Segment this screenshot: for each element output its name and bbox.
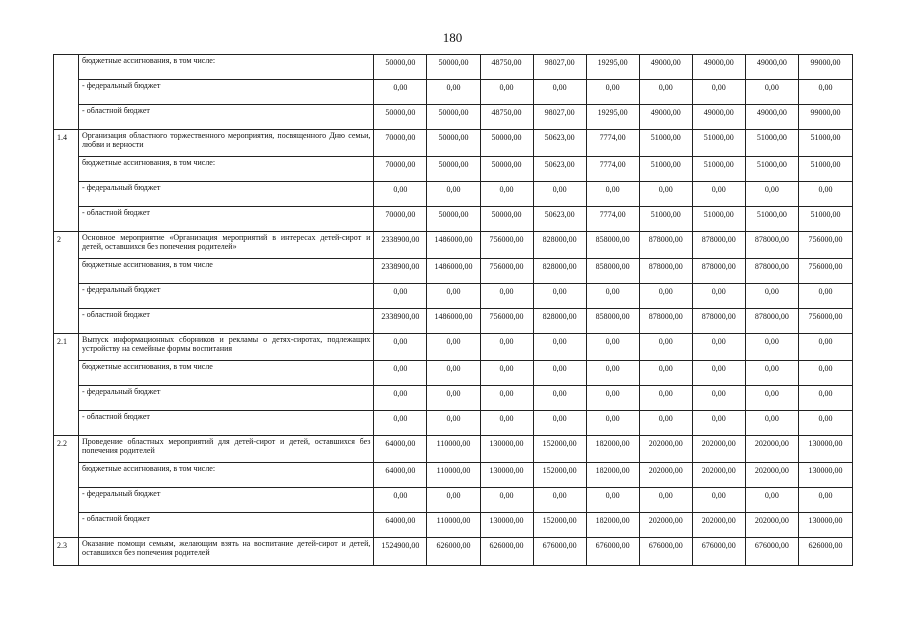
amount-cell: 7774,00	[586, 157, 639, 182]
amount-cell: 0,00	[480, 80, 533, 105]
amount-cell: 70000,00	[374, 207, 427, 232]
amount-cell: 676000,00	[639, 538, 692, 566]
table-row	[54, 386, 853, 411]
table-row	[54, 55, 853, 80]
amount-cell: 0,00	[480, 361, 533, 386]
amount-cell: 878000,00	[692, 232, 745, 259]
amount-cell: 51000,00	[692, 207, 745, 232]
amount-cell: 0,00	[586, 334, 639, 361]
amount-cell: 756000,00	[798, 232, 852, 259]
table-row	[54, 232, 853, 259]
amount-cell: 49000,00	[692, 55, 745, 80]
amount-cell: 0,00	[480, 182, 533, 207]
amount-cell: 0,00	[639, 80, 692, 105]
amount-cell: 0,00	[692, 411, 745, 436]
amount-cell: 0,00	[374, 182, 427, 207]
amount-cell: 0,00	[480, 411, 533, 436]
amount-cell: 48750,00	[480, 105, 533, 130]
amount-cell: 98027,00	[533, 105, 586, 130]
amount-cell: 878000,00	[745, 259, 798, 284]
amount-cell: 7774,00	[586, 130, 639, 157]
amount-cell: 152000,00	[533, 463, 586, 488]
amount-cell: 1486000,00	[427, 309, 480, 334]
amount-cell: 0,00	[586, 488, 639, 513]
amount-cell: 0,00	[639, 488, 692, 513]
row-description: бюджетные ассигнования, в том числе	[79, 361, 374, 386]
table-row	[54, 284, 853, 309]
amount-cell: 0,00	[374, 386, 427, 411]
amount-cell: 0,00	[427, 284, 480, 309]
amount-cell: 51000,00	[745, 130, 798, 157]
amount-cell: 0,00	[692, 284, 745, 309]
amount-cell: 51000,00	[798, 157, 852, 182]
table-row	[54, 436, 853, 463]
table-row	[54, 463, 853, 488]
amount-cell: 2338900,00	[374, 259, 427, 284]
row-description: - областной бюджет	[79, 207, 374, 232]
amount-cell: 0,00	[745, 334, 798, 361]
amount-cell: 0,00	[586, 80, 639, 105]
row-description: - областной бюджет	[79, 411, 374, 436]
amount-cell: 182000,00	[586, 463, 639, 488]
table-row	[54, 182, 853, 207]
row-description: бюджетные ассигнования, в том числе:	[79, 463, 374, 488]
amount-cell: 130000,00	[480, 513, 533, 538]
amount-cell: 51000,00	[639, 130, 692, 157]
amount-cell: 0,00	[745, 284, 798, 309]
amount-cell: 70000,00	[374, 130, 427, 157]
amount-cell: 202000,00	[692, 436, 745, 463]
amount-cell: 0,00	[692, 386, 745, 411]
amount-cell: 858000,00	[586, 309, 639, 334]
amount-cell: 756000,00	[798, 309, 852, 334]
table-row	[54, 513, 853, 538]
row-description: Оказание помощи семьям, желающим взять на воспитание детей-сирот и детей, оставшихся без попечения родителей	[79, 538, 374, 566]
amount-cell: 676000,00	[692, 538, 745, 566]
amount-cell: 0,00	[798, 488, 852, 513]
amount-cell: 0,00	[745, 361, 798, 386]
amount-cell: 50000,00	[427, 130, 480, 157]
row-description: - федеральный бюджет	[79, 386, 374, 411]
amount-cell: 0,00	[533, 386, 586, 411]
table-row	[54, 309, 853, 334]
amount-cell: 0,00	[745, 182, 798, 207]
amount-cell: 828000,00	[533, 259, 586, 284]
amount-cell: 0,00	[427, 80, 480, 105]
amount-cell: 130000,00	[798, 436, 852, 463]
amount-cell: 202000,00	[692, 463, 745, 488]
amount-cell: 0,00	[427, 334, 480, 361]
amount-cell: 50000,00	[480, 130, 533, 157]
amount-cell: 202000,00	[639, 463, 692, 488]
row-description: - областной бюджет	[79, 513, 374, 538]
amount-cell: 50000,00	[427, 207, 480, 232]
row-description: Выпуск информационных сборников и рекламы о детях-сиротах, подлежащих устройству на семейные формы воспитания	[79, 334, 374, 361]
amount-cell: 0,00	[639, 411, 692, 436]
amount-cell: 19295,00	[586, 105, 639, 130]
amount-cell: 130000,00	[480, 463, 533, 488]
row-code: 1.4	[54, 130, 79, 232]
amount-cell: 51000,00	[798, 130, 852, 157]
row-code: 2.1	[54, 334, 79, 436]
amount-cell: 0,00	[798, 334, 852, 361]
row-code	[54, 55, 79, 130]
amount-cell: 0,00	[427, 411, 480, 436]
amount-cell: 0,00	[374, 334, 427, 361]
row-description: бюджетные ассигнования, в том числе:	[79, 55, 374, 80]
amount-cell: 1486000,00	[427, 259, 480, 284]
amount-cell: 50623,00	[533, 130, 586, 157]
amount-cell: 0,00	[586, 411, 639, 436]
amount-cell: 49000,00	[745, 105, 798, 130]
table-row	[54, 488, 853, 513]
row-description: бюджетные ассигнования, в том числе:	[79, 157, 374, 182]
amount-cell: 0,00	[480, 386, 533, 411]
amount-cell: 0,00	[533, 334, 586, 361]
amount-cell: 0,00	[533, 361, 586, 386]
amount-cell: 110000,00	[427, 513, 480, 538]
amount-cell: 0,00	[798, 284, 852, 309]
amount-cell: 50000,00	[480, 207, 533, 232]
amount-cell: 0,00	[798, 80, 852, 105]
amount-cell: 50000,00	[480, 157, 533, 182]
amount-cell: 0,00	[798, 411, 852, 436]
amount-cell: 49000,00	[692, 105, 745, 130]
amount-cell: 64000,00	[374, 436, 427, 463]
amount-cell: 50000,00	[427, 105, 480, 130]
amount-cell: 0,00	[639, 284, 692, 309]
amount-cell: 0,00	[374, 80, 427, 105]
amount-cell: 756000,00	[480, 232, 533, 259]
row-description: бюджетные ассигнования, в том числе	[79, 259, 374, 284]
amount-cell: 0,00	[639, 182, 692, 207]
table-body	[54, 55, 853, 566]
amount-cell: 49000,00	[639, 55, 692, 80]
amount-cell: 0,00	[745, 386, 798, 411]
table-row	[54, 80, 853, 105]
amount-cell: 51000,00	[798, 207, 852, 232]
amount-cell: 130000,00	[480, 436, 533, 463]
row-description: - федеральный бюджет	[79, 182, 374, 207]
amount-cell: 0,00	[692, 488, 745, 513]
amount-cell: 878000,00	[745, 232, 798, 259]
amount-cell: 0,00	[586, 182, 639, 207]
amount-cell: 152000,00	[533, 436, 586, 463]
amount-cell: 0,00	[374, 488, 427, 513]
table-row	[54, 259, 853, 284]
amount-cell: 0,00	[586, 386, 639, 411]
amount-cell: 50000,00	[427, 157, 480, 182]
amount-cell: 202000,00	[745, 436, 798, 463]
amount-cell: 0,00	[639, 386, 692, 411]
amount-cell: 0,00	[692, 361, 745, 386]
amount-cell: 878000,00	[692, 309, 745, 334]
amount-cell: 0,00	[692, 80, 745, 105]
amount-cell: 7774,00	[586, 207, 639, 232]
amount-cell: 676000,00	[745, 538, 798, 566]
row-description: - областной бюджет	[79, 105, 374, 130]
amount-cell: 828000,00	[533, 309, 586, 334]
amount-cell: 0,00	[374, 411, 427, 436]
amount-cell: 0,00	[692, 334, 745, 361]
amount-cell: 110000,00	[427, 436, 480, 463]
row-code: 2.3	[54, 538, 79, 566]
amount-cell: 182000,00	[586, 513, 639, 538]
amount-cell: 99000,00	[798, 55, 852, 80]
amount-cell: 878000,00	[745, 309, 798, 334]
amount-cell: 1524900,00	[374, 538, 427, 566]
amount-cell: 0,00	[374, 284, 427, 309]
amount-cell: 858000,00	[586, 259, 639, 284]
budget-table	[53, 54, 853, 566]
amount-cell: 1486000,00	[427, 232, 480, 259]
amount-cell: 828000,00	[533, 232, 586, 259]
amount-cell: 0,00	[745, 411, 798, 436]
amount-cell: 0,00	[692, 182, 745, 207]
amount-cell: 0,00	[745, 80, 798, 105]
table-row	[54, 361, 853, 386]
amount-cell: 130000,00	[798, 463, 852, 488]
amount-cell: 676000,00	[533, 538, 586, 566]
amount-cell: 0,00	[427, 182, 480, 207]
row-description: Основное мероприятие «Организация мероприятий в интересах детей-сирот и детей, оставшихся без попечения родителей»	[79, 232, 374, 259]
amount-cell: 0,00	[798, 361, 852, 386]
amount-cell: 2338900,00	[374, 232, 427, 259]
amount-cell: 0,00	[745, 488, 798, 513]
amount-cell: 0,00	[427, 386, 480, 411]
amount-cell: 130000,00	[798, 513, 852, 538]
amount-cell: 626000,00	[427, 538, 480, 566]
amount-cell: 0,00	[533, 284, 586, 309]
amount-cell: 51000,00	[745, 157, 798, 182]
amount-cell: 202000,00	[692, 513, 745, 538]
amount-cell: 626000,00	[480, 538, 533, 566]
amount-cell: 878000,00	[639, 309, 692, 334]
amount-cell: 878000,00	[692, 259, 745, 284]
amount-cell: 2338900,00	[374, 309, 427, 334]
amount-cell: 50000,00	[427, 55, 480, 80]
amount-cell: 0,00	[533, 488, 586, 513]
amount-cell: 64000,00	[374, 463, 427, 488]
amount-cell: 64000,00	[374, 513, 427, 538]
row-description: - федеральный бюджет	[79, 488, 374, 513]
table-row	[54, 207, 853, 232]
amount-cell: 0,00	[533, 182, 586, 207]
amount-cell: 0,00	[798, 182, 852, 207]
amount-cell: 202000,00	[745, 463, 798, 488]
amount-cell: 0,00	[639, 361, 692, 386]
amount-cell: 0,00	[427, 361, 480, 386]
row-code: 2	[54, 232, 79, 334]
amount-cell: 99000,00	[798, 105, 852, 130]
amount-cell: 50000,00	[374, 55, 427, 80]
table-row	[54, 334, 853, 361]
row-code: 2.2	[54, 436, 79, 538]
table-row	[54, 411, 853, 436]
amount-cell: 182000,00	[586, 436, 639, 463]
amount-cell: 48750,00	[480, 55, 533, 80]
amount-cell: 51000,00	[639, 157, 692, 182]
page-number: 180	[442, 30, 463, 45]
row-description: Организация областного торжественного мероприятия, посвященного Дню семьи, любви и верности	[79, 130, 374, 157]
amount-cell: 0,00	[639, 334, 692, 361]
table-row	[54, 538, 853, 566]
table-row	[54, 105, 853, 130]
amount-cell: 0,00	[480, 488, 533, 513]
amount-cell: 626000,00	[798, 538, 852, 566]
amount-cell: 0,00	[427, 488, 480, 513]
amount-cell: 51000,00	[745, 207, 798, 232]
amount-cell: 49000,00	[639, 105, 692, 130]
amount-cell: 51000,00	[692, 157, 745, 182]
amount-cell: 50623,00	[533, 157, 586, 182]
amount-cell: 0,00	[533, 80, 586, 105]
amount-cell: 756000,00	[480, 309, 533, 334]
amount-cell: 0,00	[480, 334, 533, 361]
amount-cell: 202000,00	[639, 436, 692, 463]
amount-cell: 98027,00	[533, 55, 586, 80]
amount-cell: 49000,00	[745, 55, 798, 80]
table-row	[54, 130, 853, 157]
amount-cell: 0,00	[586, 284, 639, 309]
row-description: - федеральный бюджет	[79, 284, 374, 309]
amount-cell: 50000,00	[374, 105, 427, 130]
amount-cell: 676000,00	[586, 538, 639, 566]
amount-cell: 858000,00	[586, 232, 639, 259]
amount-cell: 202000,00	[745, 513, 798, 538]
amount-cell: 51000,00	[639, 207, 692, 232]
table-row	[54, 157, 853, 182]
amount-cell: 878000,00	[639, 259, 692, 284]
row-description: - федеральный бюджет	[79, 80, 374, 105]
amount-cell: 878000,00	[639, 232, 692, 259]
amount-cell: 19295,00	[586, 55, 639, 80]
amount-cell: 0,00	[586, 361, 639, 386]
amount-cell: 50623,00	[533, 207, 586, 232]
amount-cell: 0,00	[533, 411, 586, 436]
amount-cell: 70000,00	[374, 157, 427, 182]
amount-cell: 756000,00	[480, 259, 533, 284]
amount-cell: 202000,00	[639, 513, 692, 538]
amount-cell: 51000,00	[692, 130, 745, 157]
amount-cell: 0,00	[374, 361, 427, 386]
amount-cell: 0,00	[798, 386, 852, 411]
amount-cell: 152000,00	[533, 513, 586, 538]
amount-cell: 110000,00	[427, 463, 480, 488]
row-description: Проведение областных мероприятий для детей-сирот и детей, оставшихся без попечения родителей	[79, 436, 374, 463]
amount-cell: 756000,00	[798, 259, 852, 284]
row-description: - областной бюджет	[79, 309, 374, 334]
amount-cell: 0,00	[480, 284, 533, 309]
